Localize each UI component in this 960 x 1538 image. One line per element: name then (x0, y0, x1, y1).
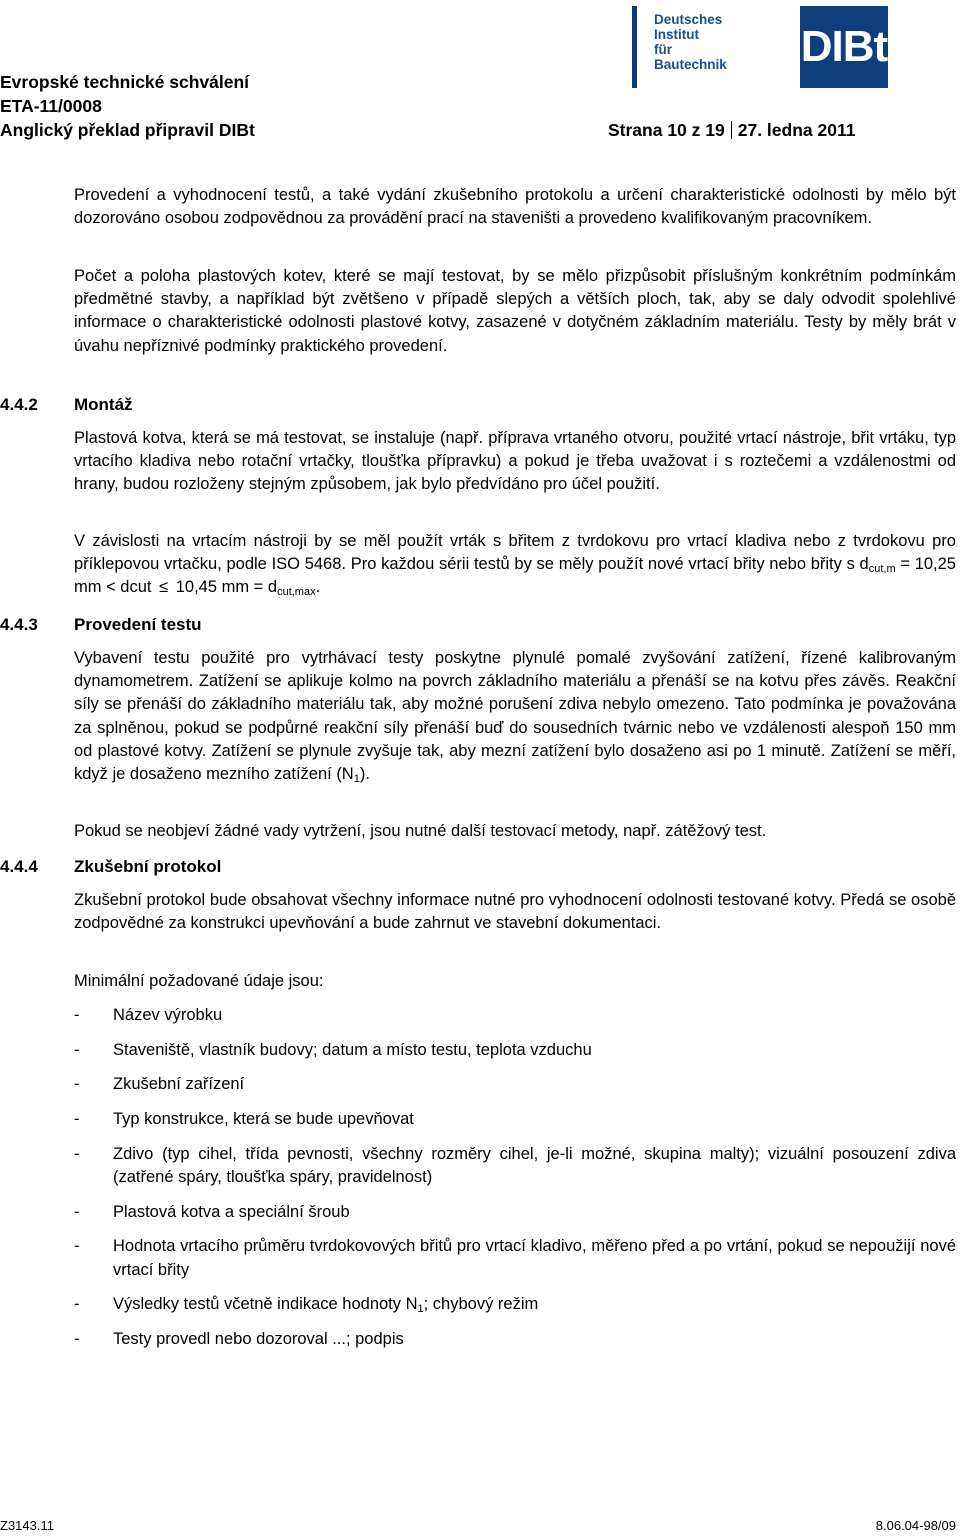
list-item: - Typ konstrukce, která se bude upevňovat (74, 1110, 414, 1129)
less-equal-symbol: ≤ (159, 578, 169, 597)
section-4-4-3-paragraph-1: Vybavení testu použité pro vytrhávací testy poskytne plynulé pomalé zvyšování zatížení, řízené kalibrovaným dynamometrem. Zatížení se aplikuje kolmo na povrch základního materiálu a přenáší se na kotvu přes závěs. Reakční síly se přenáší do základního materiálu tak, aby možné porušení zdiva nebylo omezeno. Tato podmínka je považována za splněnou, pokud se podpůrné reakční síly přenáší buď do sousedních tvárnic nebo ve vzdálenosti alespoň 150 mm od plastové kotvy. Zatížení se plynule zvyšuje tak, aby mezní zatížení bylo dosaženo asi po 1 minutě. Zatížení se měří, když je dosaženo mezního zatížení $(N_1)$. (74, 649, 956, 786)
section-4-4-4-paragraph-1: Zkušební protokol bude obsahovat všechny informace nutné pro vyhodnocení odolnosti testované kotvy. Předá se osobě zodpovědné za konstrukci upevňování a bude zahrnut ve stavební dokumentaci. (74, 891, 956, 933)
section-number: 4.4.2 (0, 395, 38, 414)
intro-paragraph-2: Počet a poloha plastových kotev, které se mají testovat, by se mělo přizpůsobit příslušným konkrétním podmínkám předmětné stavby, a například být zvětšeno v případě slepých a větších ploch, tak, aby se daly odvodit spolehlivé informace o charakteristické odolnosti plastové kotvy, zasazené v dotyčném základním materiálu. Testy by měly brát v úvahu nepříznivé podmínky praktického provedení. (74, 267, 956, 355)
list-item: - Plastová kotva a speciální šroub (74, 1202, 350, 1221)
section-number: 4.4.4 (0, 857, 38, 876)
section-4-4-2-paragraph-2: V závislosti na vrtacím nástroji by se měl použít vrták s břitem z tvrdokovu pro vrtací kladiva nebo z tvrdokovu pro příklepovou vrtačku, podle ISO 5468. Pro každou sérii testů by se měly použít nové vrtací břity nebo břity s $d_{cut,m} = 10,25$ mm < dcut ≤ 10,45 mm = $d_{cut,max}$. (74, 532, 956, 599)
document-date: 27. ledna 2011 (737, 120, 856, 140)
document-title: Evropské technické schválení (0, 72, 250, 92)
section-number: 4.4.3 (0, 615, 38, 634)
list-item: - Název výrobku (74, 1006, 223, 1024)
logo-line: für (654, 42, 672, 57)
separator (731, 121, 732, 139)
section-heading-4-4-2 (0, 393, 133, 417)
page-info-line (608, 118, 855, 142)
intro-paragraph-1: Provedení a vyhodnocení testů, a také vydání zkušebního protokolu a určení charakteristické odolnosti by mělo být dozorováno osobou zodpovědnou za provádění prací na staveništi a provedeno kvalifikovaným pracovníkem. (74, 186, 956, 228)
eta-number: ETA-11/0008 (0, 96, 102, 116)
section-heading-4-4-3 (0, 613, 202, 637)
page-info: Strana 10 z 19 (608, 120, 725, 140)
list-item: - Zkušební zařízení (74, 1075, 245, 1094)
section-heading-4-4-4 (0, 855, 221, 879)
logo-line: Bautechnik (654, 57, 727, 72)
section-title: Montáž (74, 395, 133, 414)
section-4-4-2-paragraph-1: Plastová kotva, která se má testovat, se instaluje (např. příprava vrtaného otvoru, použité vrtací nástroje, břit vrtáku, typ vrtacího kladiva nebo rotační vrtačky, tloušťka přípravku) a pokud je třeba uvažovat i s roztečemi a vzdálenostmi od hrany, budou rozloženy stejným způsobem, jak bylo předvídáno pro účel použití. (74, 429, 956, 494)
translation-note: Anglický překlad připravil DIBt (0, 120, 255, 140)
footer-right: 8.06.04-98/09 (875, 1518, 956, 1533)
section-4-4-3-paragraph-2: Pokud se neobjeví žádné vady vytržení, jsou nutné další testovací metody, např. zátěžový test. (74, 822, 767, 840)
list-item: - Hodnota vrtacího průměru tvrdokovových břitů pro vrtací kladivo, měřeno před a po vrtání, pokud se nepoužijí nové vrtací břity (74, 1237, 956, 1279)
list-item: - Testy provedl nebo dozoroval ...; podpis (74, 1330, 404, 1349)
logo-mark: DIBt (800, 6, 888, 88)
logo-line: Institut (654, 27, 699, 42)
list-item: - Staveniště, vlastník budovy; datum a místo testu, teplota vzduchu (74, 1040, 592, 1059)
list-item: - Zdivo (typ cihel, třída pevnosti, všechny rozměry cihel, je-li možné, skupina malty); vizuální posouzení zdiva (zatřené spáry, tloušťka spáry, pravidelnost) (74, 1144, 956, 1187)
logo-line: Deutsches (654, 12, 723, 27)
section-title: Provedení testu (74, 615, 202, 634)
section-4-4-4-paragraph-2: Minimální požadované údaje jsou: (74, 972, 324, 990)
list-item: - Výsledky testů včetně indikace hodnoty $N_1$; chybový režim (74, 1295, 539, 1316)
dibt-logo (632, 6, 892, 88)
section-title: Zkušební protokol (74, 857, 222, 876)
logo-institute-name (654, 12, 794, 72)
footer-left: Z3143.11 (0, 1518, 54, 1533)
required-data-list (74, 1004, 956, 1363)
logo-bar (632, 6, 637, 88)
